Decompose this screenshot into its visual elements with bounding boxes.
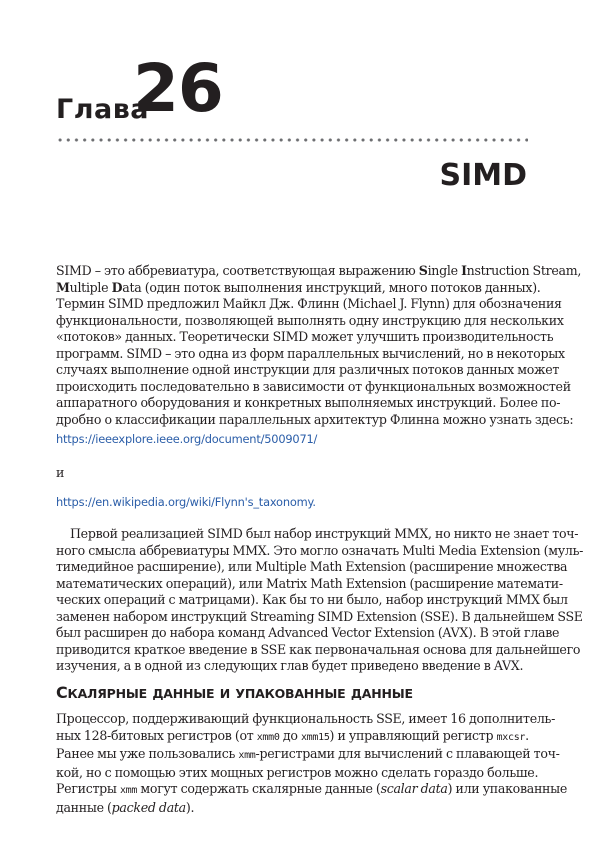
dotted-divider	[56, 137, 528, 143]
text-line: кой, но с помощью этих мощных регистров можно сделать гораздо больше.	[56, 764, 539, 780]
text-line: изучения, а в одной из следующих глав будет приведено введение в AVX.	[56, 658, 524, 673]
text-line: ческих операций с матрицами). Как бы то ни было, набор инструкций MMX был	[56, 592, 568, 607]
text-line: SIMD – это аббревиатура, соответствующая выражению Single Instruction Stream,	[56, 263, 582, 278]
code-xmm: xmm	[119, 785, 138, 796]
text-line: программ. SIMD – это одна из форм параллельных вычислений, но в некоторых	[56, 345, 565, 361]
code-xmm0: xmm0	[256, 731, 280, 743]
text-line: происходить последовательно в зависимости от функциональных возможностей	[56, 378, 571, 394]
conjunction-text: и	[56, 465, 65, 480]
text-line: приводится краткое введение в SSE как первоначальная основа для дальнейшего	[56, 641, 581, 657]
mmx-paragraph	[56, 526, 584, 675]
text-line: «потоков» данных. Теоретически SIMD может улучшить производительность	[56, 329, 554, 344]
intro-paragraph	[56, 263, 582, 428]
text-line: Multiple Data (один поток выполнения инструкций, много потоков данных).	[56, 279, 541, 295]
chapter-title: SIMD	[439, 158, 527, 193]
code-xmm: xmm	[238, 750, 256, 761]
ieee-link[interactable]: https://ieeexplore.ieee.org/document/5009071/	[56, 432, 318, 446]
code-mxcsr: mxcsr	[496, 731, 526, 743]
text-line: Термин SIMD предложил Майкл Дж. Флинн (Michael J. Flynn) для обозначения	[56, 296, 562, 311]
text-line: дробно о классификации параллельных архитектур Флинна можно узнать здесь:	[56, 411, 574, 427]
code-xmm15: xmm15	[300, 731, 330, 743]
text-line: Регистры xmm могут содержать скалярные данные (scalar data) или упакованные	[56, 781, 568, 796]
section-heading: СКАЛЯРНЫЕ ДАННЫЕ И УПАКОВАННЫЕ ДАННЫЕ	[56, 683, 413, 702]
text-line: был расширен до набора команд Advanced Vector Extension (AVX). В этой главе	[56, 625, 560, 640]
chapter-word: Глава	[56, 94, 150, 125]
sse-paragraph	[56, 711, 568, 816]
text-line: заменен набором инструкций Streaming SIMD Extension (SSE). В дальнейшем SSE	[56, 608, 583, 624]
text-line: ного смысла аббревиатуры MMX. Это могло означать Multi Media Extension (муль-	[56, 542, 584, 558]
text-line: Первой реализацией SIMD был набор инструкций MMX, но никто не знает точ-	[70, 526, 579, 541]
text-line: функциональности, позволяющей выполнять одну инструкцию для нескольких	[56, 312, 564, 328]
text-line: ных 128-битовых регистров (от xmm0 до xmm15) и управляющий регистр mxcsr.	[56, 727, 529, 743]
text-line: Ранее мы уже пользовались xmm-регистрами для вычислений с плавающей точ-	[56, 746, 560, 761]
text-line: Процессор, поддерживающий функциональность SSE, имеет 16 дополнитель-	[56, 711, 556, 726]
text-line: тимедийное расширение), или Multiple Math Extension (расширение множества	[56, 559, 568, 574]
wikipedia-link[interactable]: https://en.wikipedia.org/wiki/Flynn's_taxonomy.	[56, 495, 316, 509]
text-line: случаях выполнение одной инструкции для различных потоков данных может	[56, 362, 560, 377]
text-line: данные (packed data).	[56, 799, 195, 815]
text-line: математических операций), или Matrix Math Extension (расширение математи-	[56, 575, 563, 591]
chapter-number: 26	[133, 50, 223, 127]
text-line: аппаратного оборудования и конкретных выполняемых инструкций. Более по-	[56, 395, 561, 410]
